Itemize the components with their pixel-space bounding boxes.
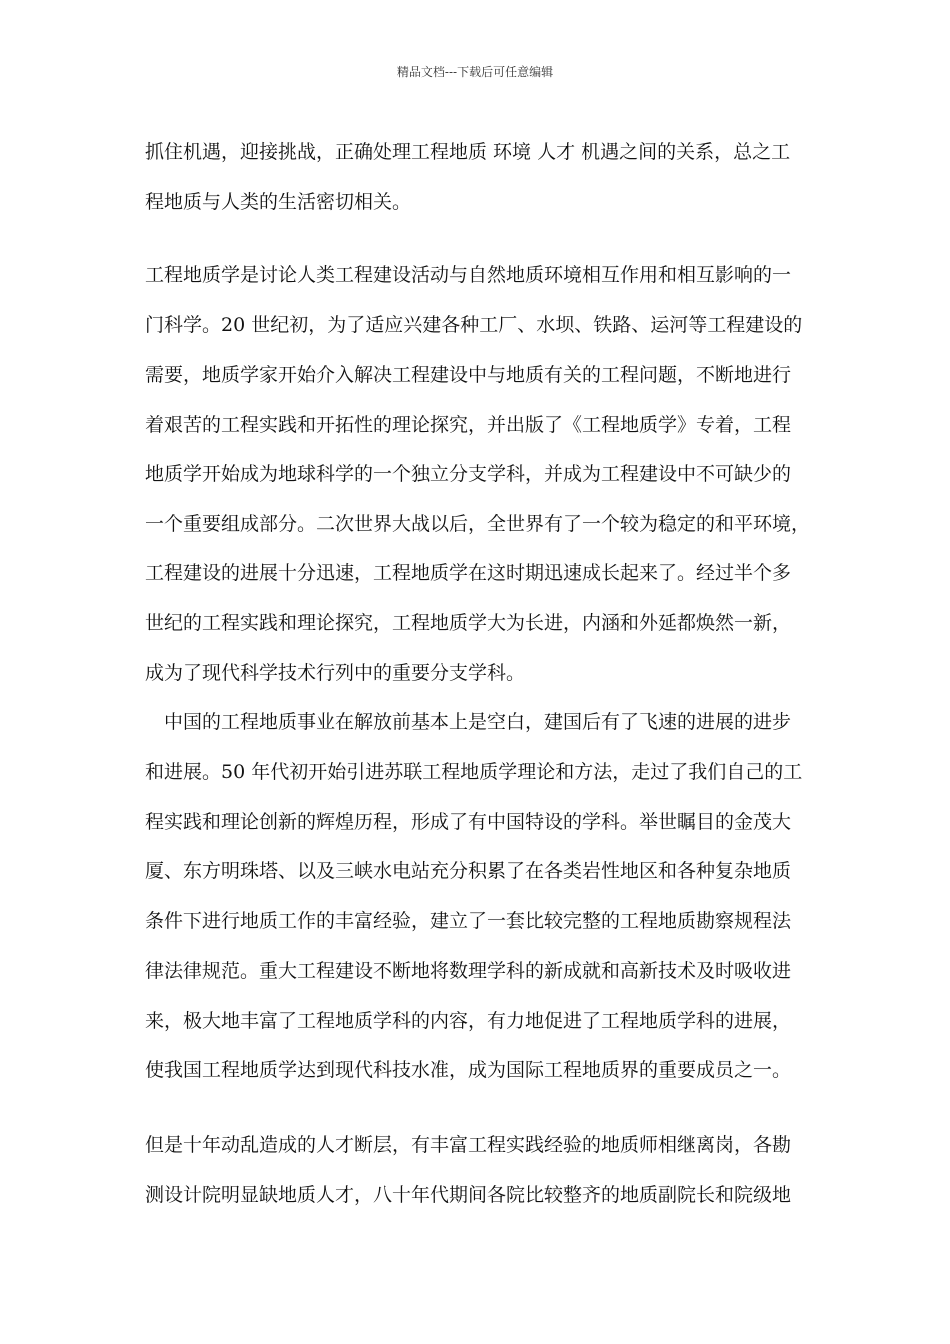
page-header: 精品文档---下载后可任意编辑 [396, 65, 554, 79]
text-line: 来，极大地丰富了工程地质学科的内容，有力地促进了工程地质学科的进展， [145, 1010, 792, 1032]
text-line: 律法律规范。重大工程建设不断地将数理学科的新成就和高新技术及时吸收进 [145, 960, 792, 982]
text-line: 测设计院明显缺地质人才，八十年代期间各院比较整齐的地质副院长和院级地 [145, 1184, 792, 1206]
text-line: 使我国工程地质学达到现代科技水准，成为国际工程地质界的重要成员之一。 [145, 1059, 792, 1081]
text-line: 程实践和理论创新的辉煌历程，形成了有中国特设的学科。举世瞩目的金茂大 [145, 811, 792, 833]
text-line: 工程建设的进展十分迅速，工程地质学在这时期迅速成长起来了。经过半个多 [145, 562, 792, 584]
text-line: 和进展。50 年代初开始引进苏联工程地质学理论和方法，走过了我们自己的工 [145, 761, 803, 783]
text-line: 门科学。20 世纪初，为了适应兴建各种工厂、水坝、铁路、运河等工程建设的 [145, 314, 803, 336]
text-line: 成为了现代科学技术行列中的重要分支学科。 [145, 662, 526, 684]
text-line: 条件下进行地质工作的丰富经验，建立了一套比较完整的工程地质勘察规程法 [145, 910, 792, 932]
text-line: 着艰苦的工程实践和开拓性的理论探究，并出版了《工程地质学》专着，工程 [145, 414, 792, 436]
text-line: 需要，地质学家开始介入解决工程建设中与地质有关的工程问题，不断地进行 [145, 364, 792, 386]
text-line: 中国的工程地质事业在解放前基本上是空白，建国后有了飞速的进展的进步 [164, 711, 792, 733]
text-line: 工程地质学是讨论人类工程建设活动与自然地质环境相互作用和相互影响的一 [145, 264, 792, 286]
text-line: 世纪的工程实践和理论探究，工程地质学大为长进，内涵和外延都焕然一新， [145, 612, 792, 634]
text-line: 一个重要组成部分。二次世界大战以后，全世界有了一个较为稳定的和平环境， [145, 513, 811, 535]
text-line: 但是十年动乱造成的人才断层，有丰富工程实践经验的地质师相继离岗，各勘 [145, 1134, 792, 1156]
text-line: 地质学开始成为地球科学的一个独立分支学科，并成为工程建设中不可缺少的 [145, 463, 792, 485]
text-line: 抓住机遇，迎接挑战，正确处理工程地质 环境 人才 机遇之间的关系，总之工 [145, 141, 791, 163]
text-line: 程地质与人类的生活密切相关。 [145, 191, 412, 213]
text-line: 厦、东方明珠塔、以及三峡水电站充分积累了在各类岩性地区和各种复杂地质 [145, 860, 792, 882]
